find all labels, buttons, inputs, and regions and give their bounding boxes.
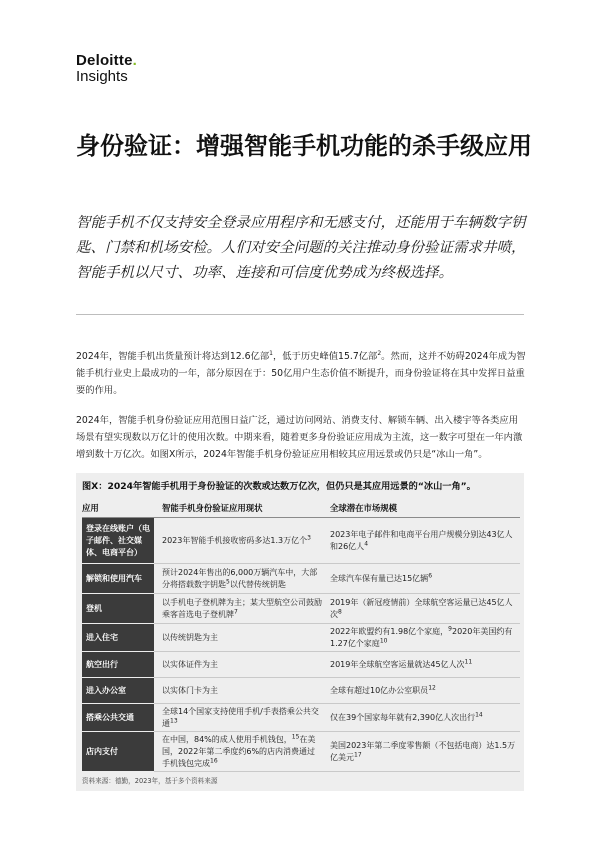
logo-green-dot: . xyxy=(132,52,137,69)
table-row xyxy=(82,678,520,704)
table-row xyxy=(82,518,520,564)
footnote-ref: 1 xyxy=(269,349,273,357)
row-label: 登机 xyxy=(82,594,154,624)
table-row xyxy=(82,652,520,678)
row-label: 进入住宅 xyxy=(82,624,154,652)
row-label: 进入办公室 xyxy=(82,678,154,704)
market-cell: 全球有超过10亿办公室职员$^{12}$ xyxy=(322,678,520,704)
logo-subbrand: Insights xyxy=(76,68,128,85)
row-label: 搭乘公共交通 xyxy=(82,704,154,732)
table-header-row xyxy=(82,499,520,518)
status-cell: 全球14个国家支持使用手机/手表搭乘公共交通$^{13}$ xyxy=(154,704,322,732)
deloitte-insights-logo xyxy=(76,53,137,85)
market-cell: 2019年全球航空客运量就达45亿人次$^{11}$ xyxy=(322,652,520,678)
market-cell: 2019年（新冠疫情前）全球航空客运量已达45亿人次$^8$ xyxy=(322,594,520,624)
page-title: 身份验证：增强智能手机功能的杀手级应用 xyxy=(76,132,532,160)
status-cell: 以实体门卡为主 xyxy=(154,678,322,704)
row-label: 解锁和使用汽车 xyxy=(82,564,154,594)
table-row xyxy=(82,732,520,772)
market-cell: 仅在39个国家每年就有2,390亿人次出行$^{14}$ xyxy=(322,704,520,732)
market-cell: 2022年欧盟约有1.98亿个家庭，$^9$2020年美国约有1.27亿个家庭$^{10}$ xyxy=(322,624,520,652)
status-cell: 以手机电子登机牌为主；某大型航空公司鼓励乘客首选电子登机牌$^7$ xyxy=(154,594,322,624)
page-subtitle: 智能手机不仅支持安全登录应用程序和无感支付，还能用于车辆数字钥匙、门禁和机场安检。人们对安全问题的关注推动身份验证需求井喷，智能手机以尺寸、功率、连接和可信度优势成为终极选择。 xyxy=(76,215,526,281)
figure-table xyxy=(82,499,520,772)
figure-panel xyxy=(76,473,524,791)
row-label: 航空出行 xyxy=(82,652,154,678)
market-cell: 全球汽车保有量已达15亿辆$^6$ xyxy=(322,564,520,594)
table-row xyxy=(82,624,520,652)
row-label: 登录在线账户（电子邮件、社交媒体、电商平台） xyxy=(82,518,154,564)
status-cell: 以实体证件为主 xyxy=(154,652,322,678)
figure-source-note: 资料来源：德勤，2023年，基于多个资料来源 xyxy=(82,777,218,785)
divider-rule xyxy=(76,314,524,315)
status-cell: 预计2024年售出的6,000万辆汽车中，大部分将搭载数字钥匙$^5$以代替传统钥匙 xyxy=(154,564,322,594)
row-label: 店内支付 xyxy=(82,732,154,772)
market-cell: 2023年电子邮件和电商平台用户规模分别达43亿人和26亿人$^4$ xyxy=(322,518,520,564)
column-header: 应用 xyxy=(82,499,154,518)
status-cell: 2023年智能手机接收密码多达1.3万亿个$^3$ xyxy=(154,518,322,564)
table-row xyxy=(82,704,520,732)
status-cell: 在中国，84%的成人使用手机钱包，$^{15}$在美国，2022年第二季度约6%的店内消费通过手机钱包完成$^{16}$ xyxy=(154,732,322,772)
body-paragraph-1: 2024年，智能手机出货量预计将达到12.6亿部$^1$，低于历史峰值15.7亿部$^2$。然而，这并不妨碍2024年成为智能手机行业史上最成功的一年，部分原因在于：50亿用户生态价值不断提升，而身份验证将在其中发挥日益重要的作用。 xyxy=(76,349,526,396)
logo-brand: Deloitte xyxy=(76,52,133,69)
status-cell: 以传统钥匙为主 xyxy=(154,624,322,652)
column-header: 全球潜在市场规模 xyxy=(322,499,520,518)
footnote-ref: 2 xyxy=(377,349,382,357)
table-row xyxy=(82,594,520,624)
figure-title: 图X：2024年智能手机用于身份验证的次数或达数万亿次，但仍只是其应用远景的“冰山一角”。 xyxy=(82,481,476,492)
table-row xyxy=(82,564,520,594)
body-paragraph-2: 2024年，智能手机身份验证应用范围日益广泛，通过访问网站、消费支付、解锁车辆、出入楼宇等各类应用场景有望实现数以万亿计的使用次数。中期来看，随着更多身份验证应用成为主流，这一数字可望在一年内激增到数十万亿次。如图X所示，2024年智能手机身份验证应用相较其应用远景或仍只是“冰山一角”。 xyxy=(76,415,523,460)
column-header: 智能手机身份验证应用现状 xyxy=(154,499,322,518)
market-cell: 美国2023年第二季度零售额（不包括电商）达1.5万亿美元$^{17}$ xyxy=(322,732,520,772)
